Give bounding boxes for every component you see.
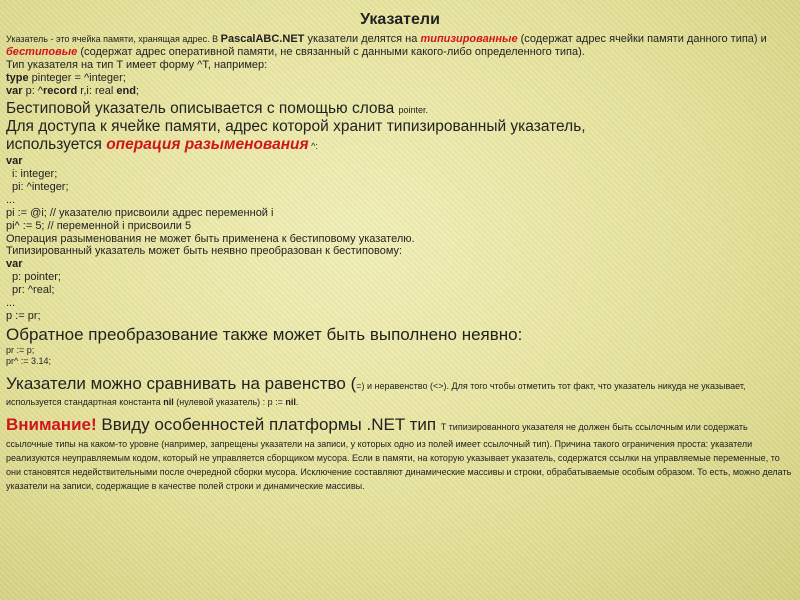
code2-line-4: pi := @i; // указателю присвоили адрес переменной i xyxy=(6,206,274,219)
code2-var xyxy=(6,155,794,168)
code2-line-2: pi: ^integer; xyxy=(12,180,69,193)
kw-var: var xyxy=(6,84,23,97)
untyped-small: pointer. xyxy=(398,104,429,115)
intro-text-g: (содержат адрес оперативной памяти, не связанный с данными какого-либо определенного типа). xyxy=(77,45,585,58)
code4-line-1: pr := p; xyxy=(6,345,35,356)
code3-var xyxy=(6,258,794,271)
slide xyxy=(6,0,794,600)
code4-line-2: pr^ := 3.14; xyxy=(6,355,51,366)
code3-kw-var: var xyxy=(6,258,23,271)
code2-kw-var: var xyxy=(6,154,23,167)
code2-line-1: i: integer; xyxy=(12,167,58,180)
note-deref-untyped: Операция разыменования не может быть применена к бестиповому указателю. xyxy=(6,232,415,245)
code-type-rest: pinteger = ^integer; xyxy=(28,71,126,84)
code3-line-1: p: pointer; xyxy=(12,271,61,284)
intro-text-a: Указатель - это ячейка памяти, хранящая адрес. В xyxy=(6,34,221,44)
compare-end: . xyxy=(295,397,299,408)
reverse-conversion-line: Обратное преобразование также может быть выполнено неявно: xyxy=(6,325,523,345)
code-var-line xyxy=(6,85,794,98)
intro-pascalabc: PascalABC.NET xyxy=(220,33,305,45)
deref-text-a: используется xyxy=(6,136,107,154)
deref-line-1: Для доступа к ячейке памяти, адрес которой хранит типизированный указатель, xyxy=(6,118,586,136)
code-var-a: p: ^ xyxy=(22,84,43,97)
compare-small-2: (нулевой указатель) : p := xyxy=(173,397,286,408)
typed-pointer-line: Тип указателя на тип T имеет форму ^T, например: xyxy=(6,58,268,71)
warning-big: Ввиду особенностей платформы .NET тип xyxy=(96,414,441,434)
code-type-line xyxy=(6,72,794,85)
warning-paragraph xyxy=(6,412,794,494)
intro-typed-term: типизированные xyxy=(420,33,518,45)
warning-label: Внимание! xyxy=(6,414,97,434)
compare-paragraph xyxy=(6,371,794,410)
slide-title: Указатели xyxy=(360,11,440,28)
code3-line-4: p := pr; xyxy=(6,310,41,323)
kw-type: type xyxy=(6,71,29,84)
compare-nil-1: nil xyxy=(163,397,174,408)
code2-line-3: ... xyxy=(6,193,16,206)
intro-text-c: указатели делятся на xyxy=(304,33,421,45)
compare-small: =) и неравенство (<>). Для того чтобы отметить тот факт, что указатель никуда не указывает, используется стандартная константа xyxy=(6,380,746,408)
untyped-big: Бестиповой указатель описывается с помощью слова xyxy=(6,99,399,117)
code-var-b: r,i: real xyxy=(77,84,117,97)
kw-end: end xyxy=(116,84,136,97)
intro-text-e: (содержат адрес ячейки памяти данного типа) и xyxy=(517,33,767,45)
code3-line-2: pr: ^real; xyxy=(12,284,55,297)
code3-line-3: ... xyxy=(6,297,16,310)
compare-big: Указатели можно сравнивать на равенство ( xyxy=(6,373,357,393)
intro-untyped-term: бестиповые xyxy=(6,45,78,58)
untyped-pointer-line xyxy=(6,100,794,118)
warning-small: T типизированного указателя не должен быть ссылочным или содержать ссылочные типы на каком-то уровне (например, запрещены указатели на записи, у которых одно из полей имеет ссылочный тип). Причина такого ограничения проста: указатели реализуются неуправляемым кодом, который не управляется сборщиком мусора. Если в памяти, на которую указывает указатель, содержатся ссылки на управляемые переменные, то они становятся недействительными после очередной сборки мусора. Исключение составляют динамические массивы и строки, обрабатываемые особым образом. То есть, можно делать указатели на записи, содержащие в качестве полей строки и динамические массивы. xyxy=(6,421,792,491)
code-var-c: ; xyxy=(135,84,139,97)
compare-nil-2: nil xyxy=(285,397,296,408)
deref-op: ^: xyxy=(308,141,318,152)
deref-line-2 xyxy=(6,136,794,154)
code2-line-5: pi^ := 5; // переменной i присвоили 5 xyxy=(6,219,192,232)
note-implicit-conversion: Типизированный указатель может быть неявно преобразован к бестиповому: xyxy=(6,245,403,258)
deref-term: операция разыменования xyxy=(106,136,309,154)
intro-paragraph xyxy=(6,33,794,59)
kw-record: record xyxy=(42,84,78,97)
